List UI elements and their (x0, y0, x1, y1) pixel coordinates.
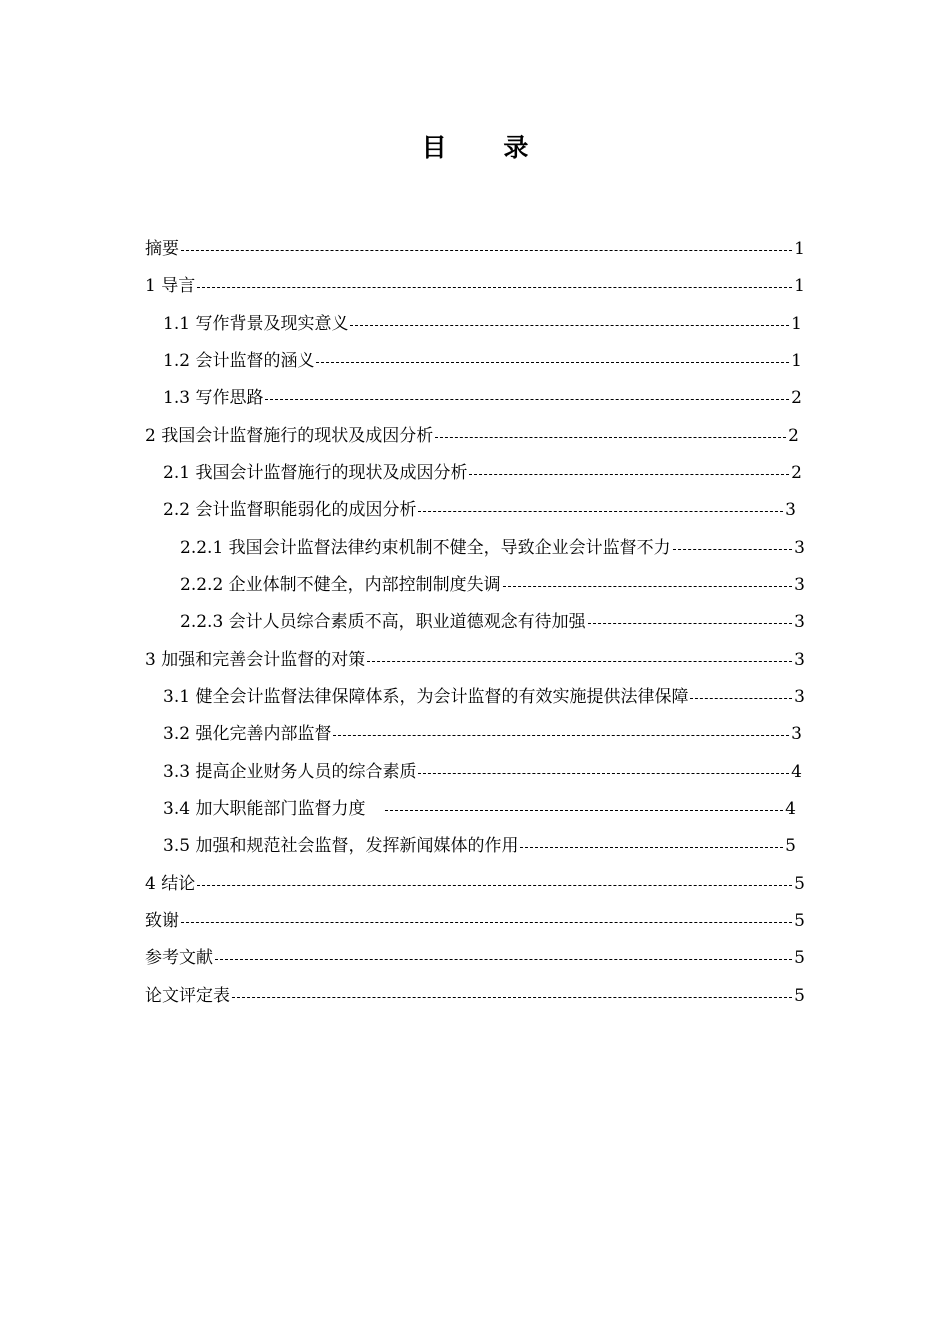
toc-entry-page: 5 (785, 836, 796, 856)
toc-entry-label: 1.3 写作思路 (163, 388, 264, 408)
toc-entry-page: 5 (794, 911, 805, 931)
toc-entry-page: 3 (794, 612, 805, 632)
toc-entry[interactable] (163, 350, 802, 372)
toc-entry-page: 5 (794, 986, 805, 1006)
dot-leader (367, 661, 792, 662)
toc-entry[interactable] (145, 910, 805, 932)
toc-entry-page: 3 (785, 500, 796, 520)
toc-entry-page: 1 (794, 276, 805, 296)
toc-entry-label: 3.2 强化完善内部监督 (163, 724, 332, 744)
toc-entry-page: 3 (794, 687, 805, 707)
toc-entry-page: 5 (794, 948, 805, 968)
toc-entry-page: 1 (794, 239, 805, 259)
toc-entry[interactable] (180, 537, 805, 559)
dot-leader (418, 773, 789, 774)
toc-entry-page: 3 (794, 538, 805, 558)
toc-entry-label: 2 我国会计监督施行的现状及成因分析 (145, 426, 434, 446)
dot-leader (469, 474, 789, 475)
toc-entry-label: 1.2 会计监督的涵义 (163, 351, 315, 371)
dot-leader (232, 997, 792, 998)
toc-entry-page: 3 (791, 724, 802, 744)
toc-entry-label: 4 结论 (145, 874, 196, 894)
toc-entry-page: 5 (794, 874, 805, 894)
toc-entry[interactable] (180, 611, 805, 633)
toc-entry-label: 2.2.3 会计人员综合素质不高，职业道德观念有待加强 (180, 612, 586, 632)
dot-leader (333, 735, 789, 736)
toc-entry-label: 3.4 加大职能部门监督力度 (163, 799, 366, 819)
dot-leader (385, 810, 783, 811)
toc-entry-label: 论文评定表 (145, 986, 230, 1006)
dot-leader (673, 549, 793, 550)
toc-entry-page: 3 (794, 650, 805, 670)
toc-entry-page: 2 (791, 388, 802, 408)
toc-entry-label: 2.2.2 企业体制不健全，内部控制制度失调 (180, 575, 501, 595)
toc-entry[interactable] (145, 649, 805, 671)
toc-entry-page: 4 (791, 762, 802, 782)
toc-entry[interactable] (163, 499, 796, 521)
toc-entry-label: 3.3 提高企业财务人员的综合素质 (163, 762, 417, 782)
toc-entry[interactable] (145, 425, 799, 447)
toc-entry-label: 2.1 我国会计监督施行的现状及成因分析 (163, 463, 468, 483)
dot-leader (316, 362, 789, 363)
toc-entry-label: 3.1 健全会计监督法律保障体系，为会计监督的有效实施提供法律保障 (163, 687, 689, 707)
toc-entry-page: 1 (791, 314, 802, 334)
dot-leader (197, 885, 792, 886)
dot-leader (181, 250, 792, 251)
toc-entry[interactable] (145, 985, 805, 1007)
toc-entry[interactable] (163, 761, 802, 783)
dot-leader (197, 287, 792, 288)
toc-entry[interactable] (163, 798, 796, 820)
toc-entry-label: 1 导言 (145, 276, 196, 296)
dot-leader (181, 922, 792, 923)
dot-leader (520, 847, 783, 848)
toc-entry-label: 3.5 加强和规范社会监督，发挥新闻媒体的作用 (163, 836, 519, 856)
dot-leader (588, 623, 793, 624)
toc-entry[interactable] (180, 574, 805, 596)
toc-entry[interactable] (145, 873, 805, 895)
toc-entry[interactable] (163, 835, 796, 857)
toc-entry-page: 2 (791, 463, 802, 483)
toc-entry-label: 致谢 (145, 911, 179, 931)
page-title: 目 录 (421, 133, 553, 162)
toc-entry[interactable] (145, 275, 805, 297)
toc-entry-label: 1.1 写作背景及现实意义 (163, 314, 349, 334)
toc-entry-page: 3 (794, 575, 805, 595)
toc-entry[interactable] (163, 686, 805, 708)
toc-entry-label: 摘要 (145, 239, 179, 259)
dot-leader (215, 959, 792, 960)
toc-entry[interactable] (145, 238, 805, 260)
toc-entry[interactable] (163, 387, 802, 409)
dot-leader (350, 325, 789, 326)
toc-entry-label: 3 加强和完善会计监督的对策 (145, 650, 366, 670)
toc-entry-page: 2 (788, 426, 799, 446)
dot-leader (435, 437, 786, 438)
toc-entry[interactable] (163, 462, 802, 484)
dot-leader (690, 698, 792, 699)
toc-entry-label: 2.2.1 我国会计监督法律约束机制不健全，导致企业会计监督不力 (180, 538, 671, 558)
toc-entry-page: 1 (791, 351, 802, 371)
toc-entry-label: 参考文献 (145, 948, 213, 968)
toc-entry[interactable] (163, 723, 802, 745)
dot-leader (503, 586, 793, 587)
toc-entry-page: 4 (785, 799, 796, 819)
dot-leader (265, 399, 789, 400)
dot-leader (418, 511, 783, 512)
toc-entry-label: 2.2 会计监督职能弱化的成因分析 (163, 500, 417, 520)
toc-entry[interactable] (163, 313, 802, 335)
toc-entry[interactable] (145, 947, 805, 969)
